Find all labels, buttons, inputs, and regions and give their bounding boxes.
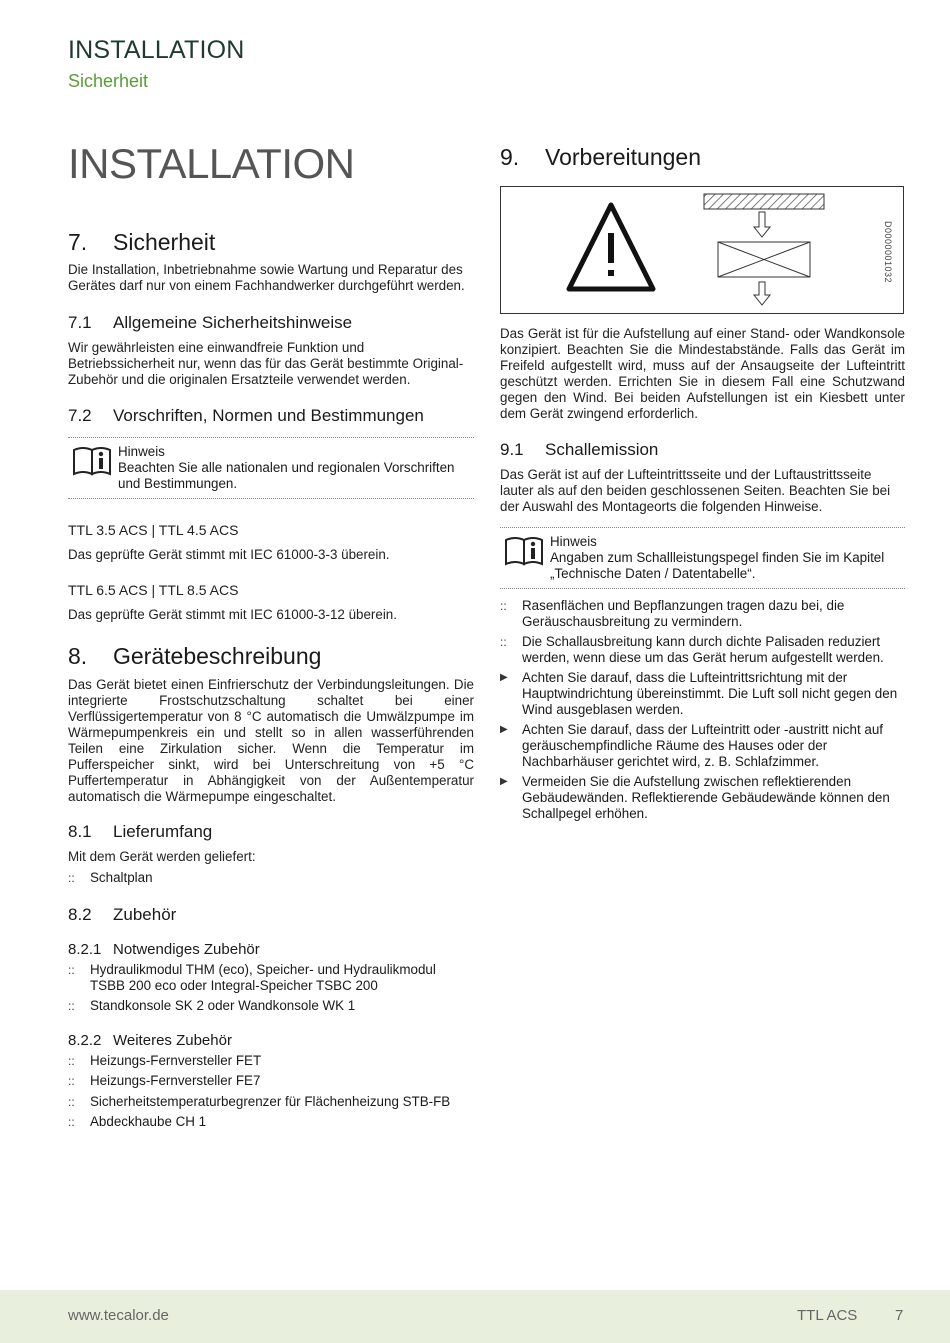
- heading-7: 7. Sicherheit: [68, 229, 216, 255]
- dots-bullet: ::: [500, 635, 507, 649]
- dots-bullet: ::: [68, 1095, 75, 1109]
- list-item: :: Sicherheitstemperaturbegrenzer für Flächenheizung STB-FB: [68, 1094, 451, 1109]
- footer-model: TTL ACS: [797, 1307, 858, 1324]
- action-item: ▶ Vermeiden Sie die Aufstellung zwischen reflektierenden Gebäudewänden. Reflektierende Gebäudewände können den Schallpegel erhöhen.: [500, 774, 890, 821]
- list-item: :: Heizungs-Fernversteller FET: [68, 1053, 262, 1068]
- footer: [0, 1290, 950, 1343]
- arrow-down-icon: [754, 212, 770, 237]
- triangle-bullet: ▶: [500, 724, 508, 735]
- note-title: Hinweis: [118, 444, 165, 459]
- action-item: ▶ Achten Sie darauf, dass der Lufteintritt oder -austritt nicht auf geräuschempfindliche Räume des Hauses oder der Nachbarhäuser gerichtet wird, z. B. Schlafzimmer.: [500, 722, 883, 769]
- dots-bullet: ::: [68, 999, 75, 1013]
- dots-bullet: ::: [68, 871, 75, 885]
- model-a-text: Das geprüfte Gerät stimmt mit IEC 61000-3-3 überein.: [68, 547, 390, 562]
- heading-8-2: 8.2 Zubehör: [68, 905, 177, 924]
- s71-text: Wir gewährleisten eine einwandfreie Funktion und Betriebssicherheit nur, wenn das für das Gerät bestimmte Original-Zubehör und die originalen Ersatzteile verwendet werden.: [68, 340, 464, 387]
- note-text-7-2: [118, 444, 474, 492]
- heading-9-1: 9.1 Schallemission: [500, 440, 659, 459]
- s7-intro: Die Installation, Inbetriebnahme sowie Wartung und Reparatur des Gerätes darf nur von einem Fachhandwerker durchgeführt werden.: [68, 262, 465, 293]
- model-b-label: TTL 6.5 ACS | TTL 8.5 ACS: [68, 582, 239, 598]
- note-body: Angaben zum Schallleistungspegel finden Sie im Kapitel „Technische Daten / Datentabelle“.: [550, 550, 885, 581]
- unit-box: [718, 242, 810, 277]
- note-text-9-1: [550, 534, 906, 582]
- header-section: INSTALLATION: [68, 36, 245, 64]
- model-b-text: Das geprüfte Gerät stimmt mit IEC 61000-3-12 überein.: [68, 607, 397, 622]
- installation-diagram: [500, 186, 904, 314]
- dots-bullet: ::: [68, 1054, 75, 1068]
- heading-7-2: 7.2 Vorschriften, Normen und Bestimmungen: [68, 406, 424, 425]
- main-title: INSTALLATION: [68, 140, 355, 187]
- triangle-bullet: ▶: [500, 776, 508, 787]
- list-item: :: Die Schallausbreitung kann durch dichte Palisaden reduziert werden, wenn diese um das Gerät herum aufgestellt werden.: [500, 634, 884, 665]
- figure-code: D0000001032: [883, 220, 893, 284]
- book-info-icon: [504, 534, 544, 566]
- list-item: :: Schaltplan: [68, 870, 153, 885]
- heading-7-1: 7.1 Allgemeine Sicherheitshinweise: [68, 313, 353, 332]
- heading-8: 8. Gerätebeschreibung: [68, 643, 322, 669]
- dots-bullet: ::: [68, 963, 75, 977]
- header-subsection: Sicherheit: [68, 71, 149, 91]
- note-box-7-2: [68, 437, 474, 499]
- wall-hatch: [704, 194, 824, 209]
- dots-bullet: ::: [68, 1074, 75, 1088]
- list-item: :: Hydraulikmodul THM (eco), Speicher- und Hydraulikmodul TSBB 200 eco oder Integral-Speicher TSBC 200: [68, 962, 436, 993]
- note-box-9-1: [500, 527, 905, 589]
- heading-8-2-2: 8.2.2 Weiteres Zubehör: [68, 1032, 232, 1049]
- note-body: Beachten Sie alle nationalen und regionalen Vorschriften und Bestimmungen.: [118, 460, 455, 491]
- list-item: :: Rasenflächen und Bepflanzungen tragen dazu bei, die Geräuschausbreitung zu vermindern.: [500, 598, 845, 629]
- action-item: ▶ Achten Sie darauf, dass die Lufteintrittsrichtung mit der Hauptwindrichtung übereinstimmt. Die Luft soll nicht gegen den Wind ausgeblasen werden.: [500, 670, 898, 717]
- arrow-down-icon: [754, 282, 770, 305]
- s91-text: Das Gerät ist auf der Lufteintrittsseite und der Luftaustrittsseite lauter als auf den beiden geschlossenen Seiten. Beachten Sie bei der Auswahl des Montageorts die folgenden Hinweise.: [500, 467, 891, 514]
- diagram-graphic: [501, 187, 903, 313]
- dots-bullet: ::: [500, 599, 507, 613]
- triangle-bullet: ▶: [500, 672, 508, 683]
- warning-triangle-icon: [569, 205, 653, 289]
- footer-url[interactable]: www.tecalor.de: [68, 1307, 169, 1324]
- s81-text: Mit dem Gerät werden geliefert:: [68, 849, 256, 864]
- s9-text: Das Gerät ist für die Aufstellung auf einer Stand- oder Wandkonsole konzipiert. Beachten Sie die Mindestabstände. Falls das Gerät im Freifeld aufgestellt wird, muss auf der Ansaugseite der Lufteintritt geschützt werden. Errichten Sie in diesem Fall eine Schutzwand gegen den Wind. Bei beiden Aufstellungen ist ein Kiesbett unter dem Gerät zwingend erforderlich.: [500, 326, 905, 421]
- footer-page-number: 7: [895, 1307, 904, 1324]
- note-title: Hinweis: [550, 534, 597, 549]
- book-info-icon: [72, 444, 112, 476]
- model-a-label: TTL 3.5 ACS | TTL 4.5 ACS: [68, 522, 239, 538]
- heading-8-2-1: 8.2.1 Notwendiges Zubehör: [68, 941, 260, 958]
- list-item: :: Standkonsole SK 2 oder Wandkonsole WK 1: [68, 998, 356, 1013]
- list-item: :: Abdeckhaube CH 1: [68, 1114, 207, 1129]
- s8-text: Das Gerät bietet einen Einfrierschutz der Verbindungsleitungen. Die integrierte Frostschutzschaltung schaltet bei einer Verflüssigertemperatur von 8 °C automatisch die Umwälzpumpe im Wärmepumpenkreis ein und stellt so in allen wasserführenden Teilen eine Zirkulation sicher. Wenn die Temperatur im Pufferspeicher sinkt, wird bei Unterschreitung von +5 °C Puffertemperatur in Abhängigkeit von der Außentemperatur automatisch die Wärmepumpe eingeschaltet.: [68, 677, 474, 804]
- heading-9: 9. Vorbereitungen: [500, 144, 702, 170]
- heading-8-1: 8.1 Lieferumfang: [68, 822, 213, 841]
- list-item: :: Heizungs-Fernversteller FE7: [68, 1073, 261, 1088]
- dots-bullet: ::: [68, 1115, 75, 1129]
